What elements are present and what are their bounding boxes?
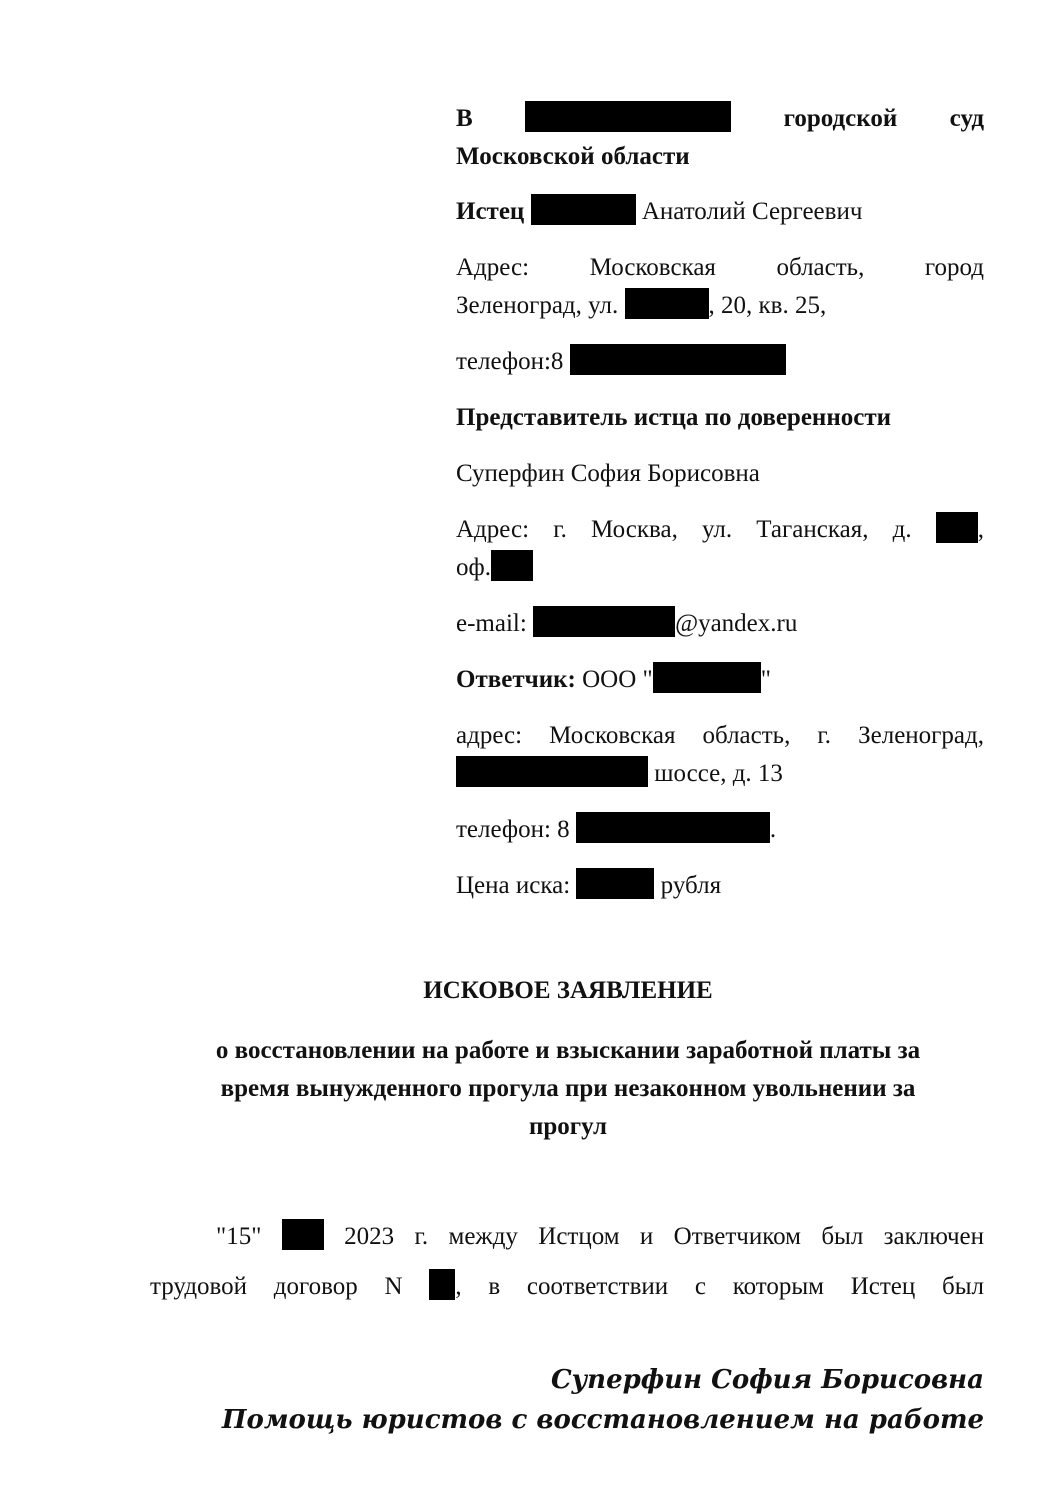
email-domain: @yandex.ru bbox=[675, 610, 798, 637]
redaction-contract-number bbox=[429, 1269, 455, 1300]
redaction-plaintiff-phone bbox=[570, 344, 786, 375]
defendant-phone-period: . bbox=[769, 816, 777, 843]
redaction-court-name bbox=[525, 101, 731, 132]
body-paragraph bbox=[150, 1212, 984, 1312]
redaction-plaintiff-street bbox=[625, 288, 709, 319]
header-block bbox=[456, 100, 984, 923]
redaction-representative-office bbox=[491, 550, 533, 581]
redaction-plaintiff-surname bbox=[531, 194, 636, 225]
representative-address-line1 bbox=[456, 511, 984, 549]
defendant-org-quote: " bbox=[760, 666, 771, 693]
representative-fullname: Суперфин София Борисовна bbox=[456, 460, 760, 487]
body-line2-text: , в соответствии с которым Истец был bbox=[455, 1273, 985, 1300]
footer-signature bbox=[104, 1360, 984, 1440]
subtitle-line2: время вынужденного прогула при незаконном увольнении за bbox=[220, 1075, 916, 1102]
defendant-org-prefix: ООО " bbox=[582, 666, 653, 693]
body-line1-text: 2023 г. между Истцом и Ответчиком был заключен bbox=[344, 1223, 985, 1250]
representative-heading: Представитель истца по доверенности bbox=[456, 404, 892, 431]
redaction-defendant-name bbox=[653, 662, 761, 693]
plaintiff-address-line1 bbox=[456, 249, 984, 287]
defendant-phone-label: телефон: 8 bbox=[456, 816, 570, 843]
redaction-contract-month bbox=[282, 1219, 324, 1250]
footer-author: Суперфин София Борисовна bbox=[550, 1365, 984, 1395]
defendant-address-line1: адрес: Московская область, г. Зеленоград, bbox=[456, 722, 984, 749]
defendant-line bbox=[456, 661, 984, 699]
representative-address bbox=[456, 511, 984, 587]
contract-number-label: трудовой договор N bbox=[150, 1273, 403, 1300]
defendant-phone bbox=[456, 811, 984, 849]
plaintiff-line bbox=[456, 193, 984, 231]
document-title: ИСКОВОЕ ЗАЯВЛЕНИЕ bbox=[423, 977, 713, 1004]
contract-day: "15" bbox=[216, 1223, 262, 1250]
redaction-email-user bbox=[533, 606, 675, 637]
court-line1 bbox=[456, 100, 984, 138]
court-suffix: городской суд bbox=[783, 105, 985, 132]
claim-price-unit: рубля bbox=[660, 872, 722, 899]
representative-address-street: Адрес: г. Москва, ул. Таганская, д. bbox=[456, 516, 912, 543]
plaintiff-address-city: Зеленоград, ул. bbox=[456, 292, 619, 319]
plaintiff-label: Истец bbox=[456, 198, 525, 225]
plaintiff-phone-label: телефон:8 bbox=[456, 348, 564, 375]
footer-tagline: Помощь юристов с восстановлением на работе bbox=[221, 1405, 984, 1435]
court-prefix: В bbox=[456, 105, 473, 132]
subtitle-line1: о восстановлении на работе и взыскании заработной платы за bbox=[215, 1037, 921, 1064]
court-region: Московской области bbox=[456, 143, 690, 170]
representative-address-comma: , bbox=[977, 516, 985, 543]
defendant-label: Ответчик: bbox=[456, 666, 576, 693]
body-line2 bbox=[150, 1262, 984, 1312]
plaintiff-address-house: , 20, кв. 25, bbox=[708, 292, 827, 319]
redaction-defendant-highway bbox=[456, 756, 648, 787]
claim-price-label: Цена иска: bbox=[456, 872, 571, 899]
defendant-address-line2: шоссе, д. 13 bbox=[654, 760, 783, 787]
claim-price bbox=[456, 867, 984, 905]
email-label: e-mail: bbox=[456, 610, 527, 637]
court-addressee bbox=[456, 100, 984, 176]
subtitle-line3: прогул bbox=[528, 1113, 608, 1140]
document-subtitle bbox=[150, 1032, 986, 1146]
redaction-claim-amount bbox=[576, 868, 654, 899]
redaction-defendant-phone bbox=[576, 812, 770, 843]
representative-office-label: оф. bbox=[456, 554, 491, 581]
body-line1 bbox=[150, 1212, 984, 1262]
defendant-address bbox=[456, 717, 984, 793]
plaintiff-address bbox=[456, 249, 984, 325]
representative-email bbox=[456, 605, 984, 643]
plaintiff-name: Анатолий Сергеевич bbox=[641, 198, 863, 225]
redaction-representative-house bbox=[936, 512, 978, 543]
plaintiff-phone bbox=[456, 343, 984, 381]
representative-label bbox=[456, 399, 984, 437]
plaintiff-address-region: Московская область, город bbox=[589, 254, 985, 281]
plaintiff-address-label: Адрес: bbox=[456, 254, 530, 281]
representative-name bbox=[456, 455, 984, 493]
